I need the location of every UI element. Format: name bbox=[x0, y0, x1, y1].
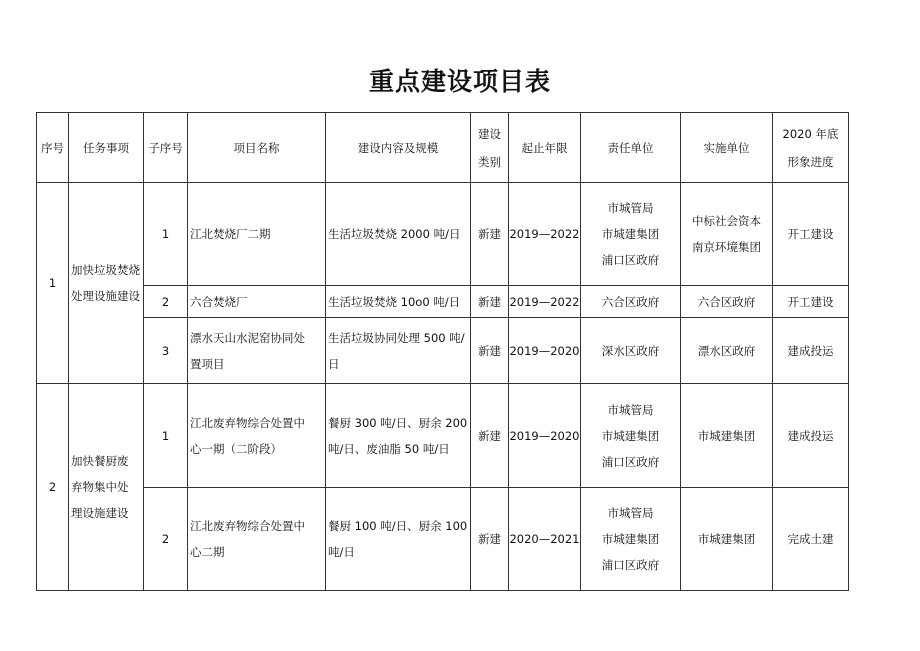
row-period: 2019—2020 bbox=[509, 384, 581, 488]
header-progress-line1: 2020 年底 bbox=[782, 126, 839, 141]
row-progress: 建成投运 bbox=[773, 318, 849, 384]
row-responsible: 深水区政府 bbox=[581, 318, 681, 384]
group-task bbox=[69, 384, 144, 591]
table-row bbox=[37, 384, 849, 488]
row-name bbox=[188, 488, 326, 591]
row-subseq: 3 bbox=[144, 318, 188, 384]
task-line: 弃物集中处 bbox=[71, 480, 129, 494]
header-seq: 序号 bbox=[37, 113, 69, 183]
row-implementer: 六合区政府 bbox=[681, 286, 773, 318]
row-name: 江北焚烧厂二期 bbox=[188, 183, 326, 286]
row-type: 新建 bbox=[471, 318, 509, 384]
row-period: 2019—2022 bbox=[509, 286, 581, 318]
responsible-line: 市城管局 bbox=[607, 201, 654, 215]
responsible-line: 浦口区政府 bbox=[601, 454, 660, 469]
row-name: 六合焚烧厂 bbox=[188, 286, 326, 318]
responsible-line: 市城建集团 bbox=[601, 532, 660, 546]
table-row bbox=[37, 488, 849, 591]
row-progress: 开工建设 bbox=[773, 286, 849, 318]
row-implementer: 市城建集团 bbox=[681, 384, 773, 488]
name-line: 江北废弃物综合处置中 bbox=[190, 415, 305, 430]
row-progress: 建成投运 bbox=[773, 384, 849, 488]
document-title: 重点建设项目表 bbox=[368, 67, 551, 96]
task-line: 理设施建设 bbox=[71, 506, 129, 520]
row-implementer: 漂水区政府 bbox=[681, 318, 773, 384]
responsible-line: 市城建集团 bbox=[601, 428, 660, 443]
header-type bbox=[471, 113, 509, 183]
row-type: 新建 bbox=[471, 488, 509, 591]
name-line: 置项目 bbox=[190, 356, 225, 371]
responsible-line: 浦口区政府 bbox=[601, 558, 660, 572]
name-line: 漂水天山水泥窑协同处 bbox=[190, 330, 305, 345]
header-subseq: 子序号 bbox=[144, 113, 188, 183]
header-period: 起止年限 bbox=[509, 113, 581, 183]
responsible-line: 浦口区政府 bbox=[601, 253, 660, 267]
row-name bbox=[188, 318, 326, 384]
row-responsible: 六合区政府 bbox=[581, 286, 681, 318]
row-content bbox=[326, 384, 471, 488]
header-type-line2: 类别 bbox=[478, 154, 501, 169]
row-type: 新建 bbox=[471, 384, 509, 488]
task-line: 处理设施建设 bbox=[71, 289, 140, 303]
row-responsible bbox=[581, 488, 681, 591]
row-type: 新建 bbox=[471, 286, 509, 318]
row-progress: 开工建设 bbox=[773, 183, 849, 286]
group-seq: 1 bbox=[37, 183, 69, 384]
content-line: 餐厨 100 吨/日、厨余 100 bbox=[328, 519, 468, 533]
row-subseq: 1 bbox=[144, 384, 188, 488]
responsible-line: 市城建集团 bbox=[601, 227, 660, 241]
name-line: 心二期 bbox=[190, 545, 225, 559]
table-row bbox=[37, 183, 849, 286]
row-type: 新建 bbox=[471, 183, 509, 286]
task-line: 加快垃圾焚烧 bbox=[71, 263, 140, 277]
header-progress bbox=[773, 113, 849, 183]
name-line: 心一期（二阶段） bbox=[190, 441, 282, 456]
responsible-line: 市城管局 bbox=[607, 402, 654, 417]
row-content bbox=[326, 488, 471, 591]
row-content: 生活垃圾焚烧 10o0 吨/日 bbox=[326, 286, 471, 318]
header-responsible: 责任单位 bbox=[581, 113, 681, 183]
content-line: 餐厨 300 吨/日、厨余 200 bbox=[328, 415, 468, 430]
table-row bbox=[37, 318, 849, 384]
name-line: 江北废弃物综合处置中 bbox=[190, 519, 305, 533]
task-line: 加快餐厨废 bbox=[71, 454, 129, 468]
row-responsible bbox=[581, 384, 681, 488]
implementer-line: 中标社会资本 bbox=[692, 214, 761, 228]
row-implementer bbox=[681, 183, 773, 286]
header-implementer: 实施单位 bbox=[681, 113, 773, 183]
header-progress-line2: 形象进度 bbox=[787, 154, 834, 169]
projects-table bbox=[36, 112, 849, 591]
header-type-line1: 建设 bbox=[478, 126, 501, 141]
row-subseq: 2 bbox=[144, 488, 188, 591]
row-subseq: 2 bbox=[144, 286, 188, 318]
group-task bbox=[69, 183, 144, 384]
responsible-line: 市城管局 bbox=[607, 506, 654, 520]
row-content: 生活垃圾协同处理 500 吨/日 bbox=[326, 318, 471, 384]
row-name bbox=[188, 384, 326, 488]
header-name: 项目名称 bbox=[188, 113, 326, 183]
row-responsible bbox=[581, 183, 681, 286]
table-row bbox=[37, 286, 849, 318]
group-seq: 2 bbox=[37, 384, 69, 591]
row-content: 生活垃圾焚烧 2000 吨/日 bbox=[326, 183, 471, 286]
row-period: 2020—2021 bbox=[509, 488, 581, 591]
row-period: 2019—2022 bbox=[509, 183, 581, 286]
table-header-row bbox=[37, 113, 849, 183]
row-progress: 完成土建 bbox=[773, 488, 849, 591]
content-line: 吨/日 bbox=[328, 545, 355, 559]
content-line: 吨/日、废油脂 50 吨/日 bbox=[328, 441, 450, 456]
row-implementer: 市城建集团 bbox=[681, 488, 773, 591]
row-subseq: 1 bbox=[144, 183, 188, 286]
header-task: 任务事项 bbox=[69, 113, 144, 183]
row-period: 2019—2020 bbox=[509, 318, 581, 384]
header-content: 建设内容及规模 bbox=[326, 113, 471, 183]
implementer-line: 南京环境集团 bbox=[692, 240, 761, 254]
